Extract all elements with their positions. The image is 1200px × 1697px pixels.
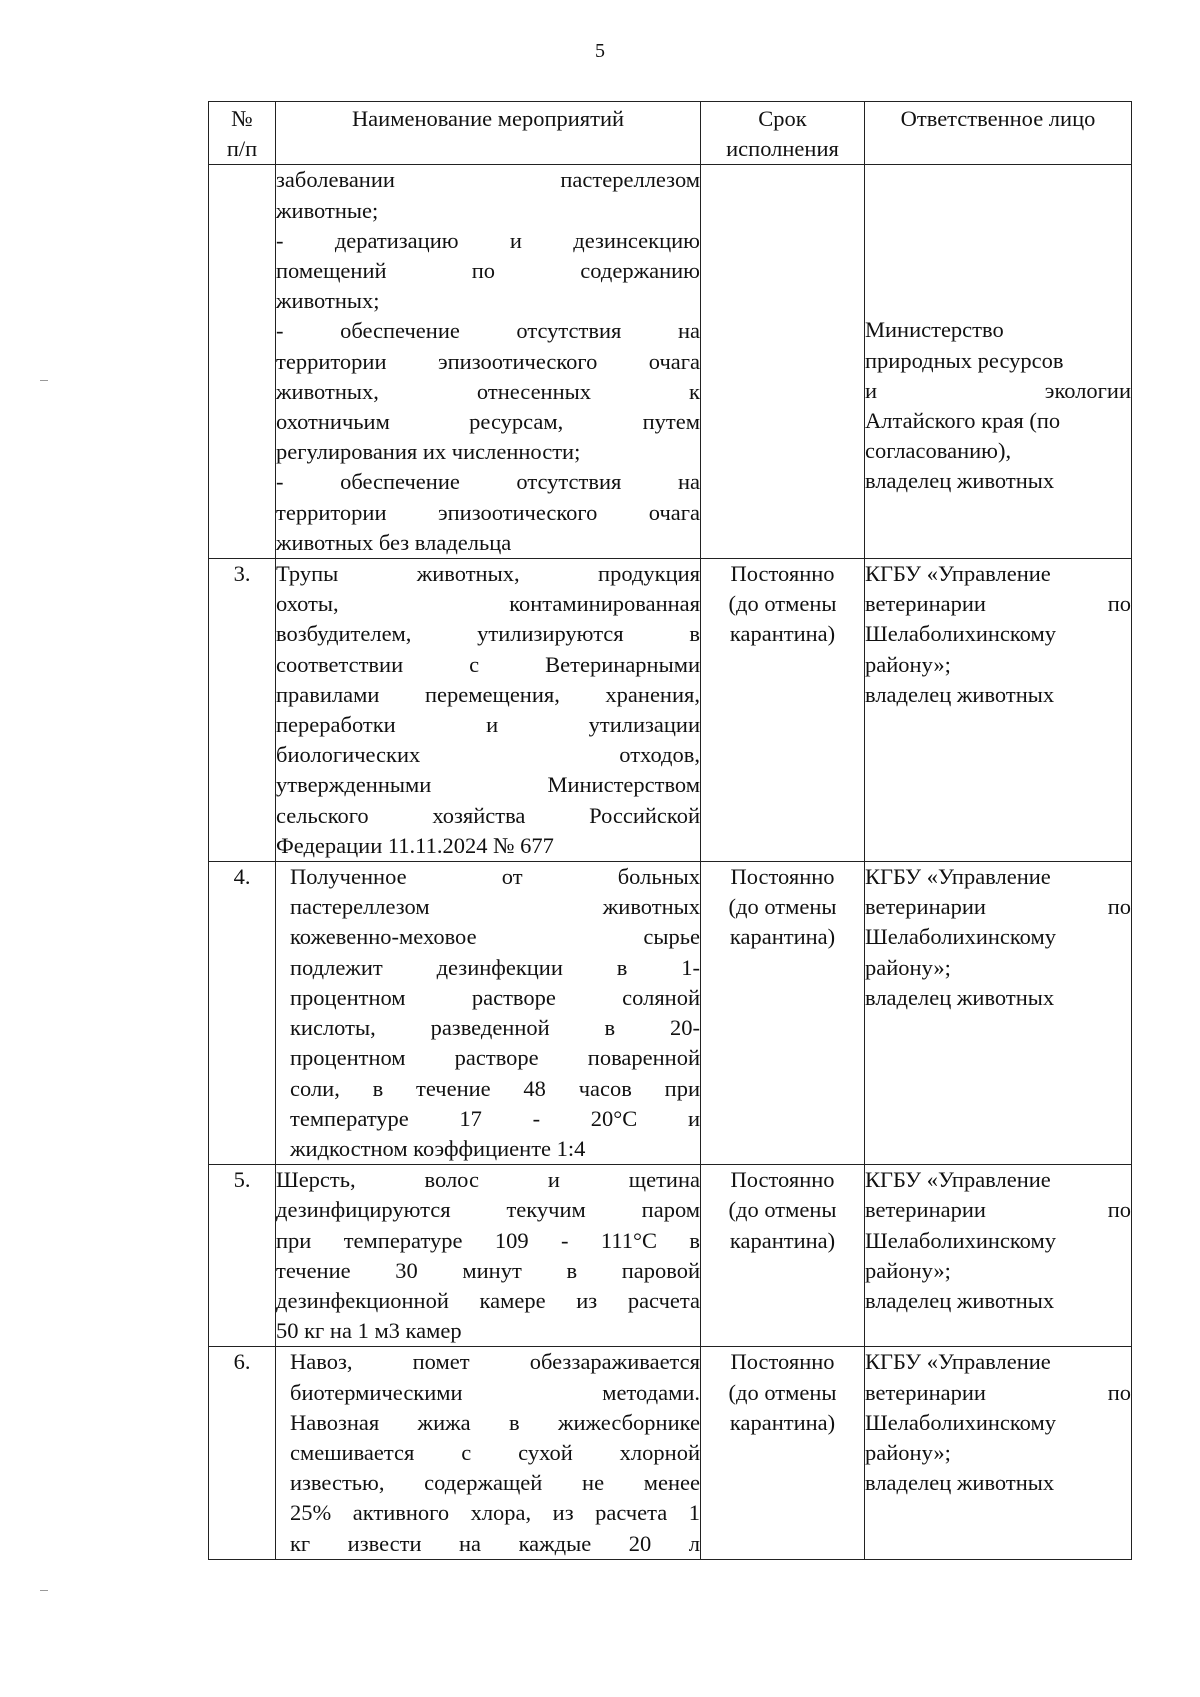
row-number-cell: 5.	[209, 1165, 276, 1347]
text-line: биотермическими методами.	[290, 1379, 700, 1405]
table-row	[209, 559, 1132, 862]
text-line: (до отмены	[728, 1197, 837, 1223]
header-number-line: №	[231, 106, 253, 131]
table-header-row	[209, 102, 1132, 165]
text-line: животные;	[276, 197, 379, 223]
text-line: району»;	[865, 1439, 951, 1465]
text-line: карантина)	[729, 924, 836, 950]
text-line: Трупы животных, продукция	[276, 561, 700, 587]
header-name-text: Наименование мероприятий	[351, 106, 625, 131]
text-line: ветеринарии по	[865, 1197, 1131, 1223]
text-line: животных, отнесенных к	[276, 378, 700, 404]
text-line: Шелаболихинскому	[865, 621, 1056, 647]
text-line: - дератизацию и дезинсекцию	[276, 227, 700, 253]
row-responsible-cell	[865, 862, 1132, 1165]
text-line: Постоянно	[730, 1349, 835, 1375]
text-line: Постоянно	[730, 561, 835, 587]
text-line: территории эпизоотического очага	[276, 348, 700, 374]
text-line: возбудителем, утилизируются в	[276, 621, 700, 647]
text-line: владелец животных	[865, 984, 1055, 1010]
text-line: Полученное от больных	[290, 864, 700, 890]
row-term-cell	[701, 862, 865, 1165]
text-line: охотничьим ресурсам, путем	[276, 409, 700, 435]
text-line: регулирования их численности;	[276, 439, 581, 465]
header-responsible	[865, 102, 1132, 165]
header-term-line: Срок	[758, 106, 807, 131]
row-term-cell	[701, 1347, 865, 1559]
text-line: пастереллезом животных	[290, 894, 700, 920]
row-name-cell	[276, 559, 701, 862]
text-line: Постоянно	[730, 1167, 835, 1193]
table-row	[209, 1165, 1132, 1347]
row-number-cell: 4.	[209, 862, 276, 1165]
text-line: (до отмены	[728, 1379, 837, 1405]
text-line: КГБУ «Управление	[865, 1349, 1051, 1375]
text-line: Постоянно	[730, 864, 835, 890]
text-line: течение 30 минут в паровой	[276, 1257, 700, 1283]
text-line: карантина)	[729, 1409, 836, 1435]
text-line: дезинфекционной камере из расчета	[276, 1287, 700, 1313]
page-number: 5	[595, 40, 605, 62]
text-line: температуре 17 - 20°С и	[290, 1105, 700, 1131]
text-line: владелец животных	[865, 1470, 1055, 1496]
text-line: правилами перемещения, хранения,	[276, 681, 700, 707]
text-line: животных;	[276, 288, 380, 314]
text-line: ветеринарии по	[865, 591, 1131, 617]
header-name	[276, 102, 701, 165]
header-term	[701, 102, 865, 165]
text-line: переработки и утилизации	[276, 712, 700, 738]
text-line: охоты, контаминированная	[276, 591, 700, 617]
text-line: району»;	[865, 954, 951, 980]
text-line: карантина)	[729, 621, 836, 647]
text-line: КГБУ «Управление	[865, 1167, 1051, 1193]
text-line: кг извести на каждые 20 л	[290, 1530, 700, 1556]
text-line: биологических отходов,	[276, 742, 700, 768]
text-line: Федерации 11.11.2024 № 677	[276, 832, 554, 858]
row-responsible-cell	[865, 1165, 1132, 1347]
text-line: сельского хозяйства Российской	[276, 802, 700, 828]
row-responsible-cell	[865, 1347, 1132, 1559]
text-line: жидкостном коэффициенте 1:4	[290, 1135, 586, 1161]
text-line: Шелаболихинскому	[865, 1227, 1056, 1253]
text-line: Навозная жижа в жижесборнике	[290, 1409, 700, 1435]
text-line: утвержденными Министерством	[276, 772, 700, 798]
scan-margin-mark	[40, 1590, 48, 1591]
text-line: известью, содержащей не менее	[290, 1470, 700, 1496]
row-number-cell	[209, 165, 276, 559]
table-row	[209, 1347, 1132, 1559]
text-line: району»;	[865, 1257, 951, 1283]
row-term-cell	[701, 1165, 865, 1347]
text-line: Министерство	[865, 317, 1004, 343]
row-term-cell	[701, 165, 865, 559]
text-line: Шелаболихинскому	[865, 924, 1056, 950]
text-line: ветеринарии по	[865, 1379, 1131, 1405]
text-line: помещений по содержанию	[276, 258, 700, 284]
text-line: - обеспечение отсутствия на	[276, 318, 700, 344]
text-line: владелец животных	[865, 1287, 1055, 1313]
text-line: 50 кг на 1 м3 камер	[276, 1318, 462, 1344]
row-term-cell	[701, 559, 865, 862]
text-line: - обеспечение отсутствия на	[276, 469, 700, 495]
row-number-cell: 6.	[209, 1347, 276, 1559]
header-number-line: п/п	[226, 136, 258, 162]
row-name-cell	[276, 1165, 701, 1347]
text-line: и экологии	[865, 377, 1131, 403]
text-line: Шелаболихинскому	[865, 1409, 1056, 1435]
table-row-continuation	[209, 165, 1132, 559]
text-line: району»;	[865, 651, 951, 677]
text-line: КГБУ «Управление	[865, 561, 1051, 587]
text-line: владелец животных	[865, 681, 1055, 707]
text-line: территории эпизоотического очага	[276, 499, 700, 525]
text-line: Алтайского края (по	[865, 408, 1061, 434]
measures-table	[208, 101, 1132, 1560]
text-line: животных без владельца	[276, 529, 512, 555]
row-name-cell	[276, 165, 701, 559]
row-name-cell	[276, 862, 701, 1165]
text-line: подлежит дезинфекции в 1-	[290, 954, 700, 980]
text-line: процентном растворе поваренной	[290, 1045, 700, 1071]
text-line: при температуре 109 - 111°С в	[276, 1227, 700, 1253]
header-term-line: исполнения	[726, 136, 839, 162]
text-line: Шерсть, волос и щетина	[276, 1167, 700, 1193]
text-line: ветеринарии по	[865, 894, 1131, 920]
text-line: соли, в течение 48 часов при	[290, 1075, 700, 1101]
text-line: соответствии с Ветеринарными	[276, 651, 700, 677]
text-line: кислоты, разведенной в 20-	[290, 1015, 700, 1041]
row-number-cell: 3.	[209, 559, 276, 862]
row-responsible-cell	[865, 165, 1132, 559]
text-line: 25% активного хлора, из расчета 1	[290, 1500, 700, 1526]
text-line: природных ресурсов	[865, 347, 1064, 373]
text-line: согласованию),	[865, 438, 1012, 464]
header-responsible-text: Ответственное лицо	[900, 106, 1096, 131]
text-line: Навоз, помет обеззараживается	[290, 1349, 700, 1375]
text-line: карантина)	[729, 1227, 836, 1253]
row-responsible-cell	[865, 559, 1132, 862]
scan-margin-mark	[40, 380, 48, 381]
text-line: кожевенно-меховое сырье	[290, 924, 700, 950]
text-line: заболевании пастереллезом	[276, 167, 700, 193]
header-number	[209, 102, 276, 165]
table-row	[209, 862, 1132, 1165]
text-line: дезинфицируются текучим паром	[276, 1197, 700, 1223]
text-line: КГБУ «Управление	[865, 864, 1051, 890]
text-line: (до отмены	[728, 591, 837, 617]
row-name-cell	[276, 1347, 701, 1559]
text-line: (до отмены	[728, 894, 837, 920]
text-line: владелец животных	[865, 468, 1055, 494]
text-line: процентном растворе соляной	[290, 984, 700, 1010]
text-line: смешивается с сухой хлорной	[290, 1439, 700, 1465]
